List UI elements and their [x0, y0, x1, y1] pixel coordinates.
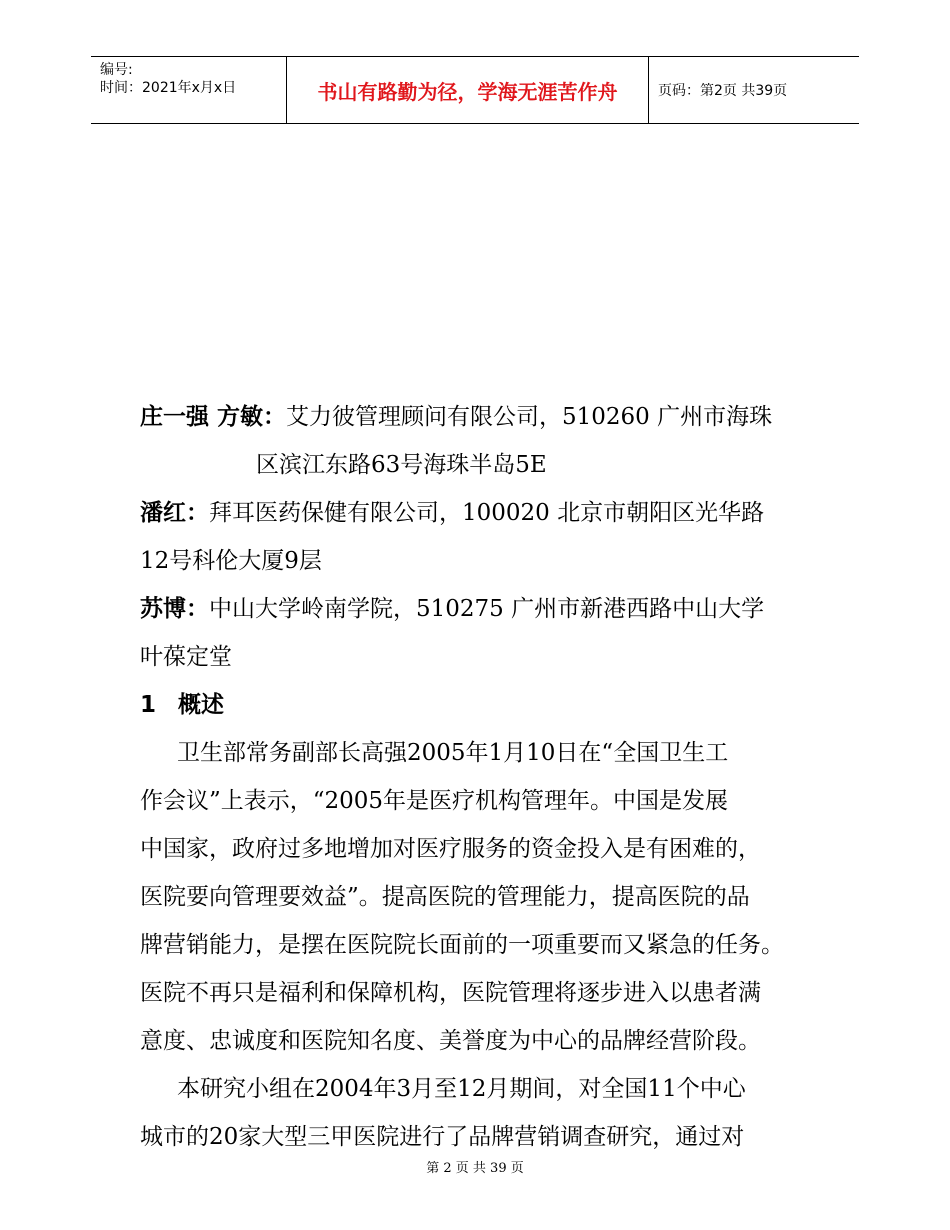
author-name: 苏博： [140, 596, 209, 622]
time-label: 时间：2021年x月x日 [100, 80, 237, 96]
section-title: 概述 [178, 692, 224, 718]
paragraph-line: 医院要向管理要效益”。提高医院的管理能力，提高医院的品 [140, 884, 750, 910]
author-affiliation-cont: 区滨江东路63号海珠半岛5E [256, 452, 547, 478]
header-meta [91, 57, 286, 123]
number-label: 编号: [100, 62, 133, 78]
paragraph-line: 城市的20家大型三甲医院进行了品牌营销调查研究，通过对 [140, 1124, 745, 1150]
author-affiliation: 中山大学岭南学院，510275 广州市新港西路中山大学 [209, 596, 765, 622]
paragraph-line: 意度、忠诚度和医院知名度、美誉度为中心的品牌经营阶段。 [140, 1028, 761, 1054]
page-footer: 第 2 页 共 39 页 [426, 1161, 524, 1176]
paragraph-line: 中国家，政府过多地增加对医疗服务的资金投入是有困难的， [140, 836, 761, 862]
author-name: 潘红： [140, 500, 209, 526]
author-affiliation-cont: 叶葆定堂 [140, 644, 232, 670]
header-motto: 书山有路勤为径，学海无涯苦作舟 [286, 57, 649, 123]
author-affiliation-cont: 12号科伦大厦9层 [140, 548, 322, 574]
paragraph-line: 牌营销能力，是摆在医院院长面前的一项重要而又紧急的任务。 [140, 932, 784, 958]
author-line [140, 489, 830, 537]
author-line [140, 585, 830, 633]
paragraph-line: 作会议”上表示，“2005年是医疗机构管理年。中国是发展 [140, 788, 729, 814]
paragraph-line: 本研究小组在2004年3月至12月期间，对全国11个中心 [177, 1076, 746, 1102]
paragraph-line: 卫生部常务副部长高强2005年1月10日在“全国卫生工 [177, 740, 729, 766]
page-header [91, 56, 859, 124]
author-affiliation: 拜耳医药保健有限公司，100020 北京市朝阳区光华路 [209, 500, 765, 526]
section-heading [140, 681, 830, 729]
header-page-info: 页码：第2页 共39页 [658, 83, 788, 99]
author-affiliation: 艾力彼管理顾问有限公司，510260 广州市海珠 [286, 404, 773, 430]
paragraph-line: 医院不再只是福利和保障机构，医院管理将逐步进入以患者满 [140, 980, 761, 1006]
author-line [140, 393, 830, 441]
document-body [140, 393, 830, 1161]
section-number: 1 [140, 692, 157, 718]
author-name: 庄一强 方敏： [140, 404, 287, 430]
